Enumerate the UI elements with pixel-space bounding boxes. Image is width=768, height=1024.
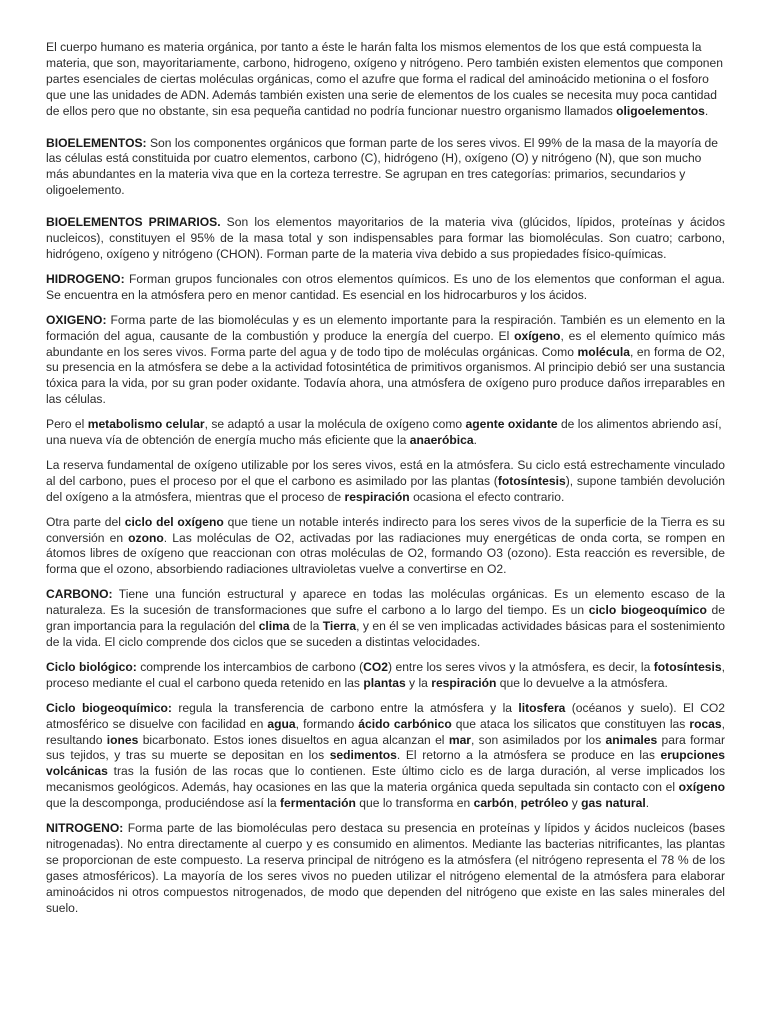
bold-term: Tierra bbox=[322, 619, 357, 634]
text-run: Tiene una función estructural y aparece en todas las moléculas orgánicas. Es un elemento escaso de la naturaleza. Es la sucesión de transformaciones que sufre el carbono a lo largo del tiempo. Es un bbox=[46, 587, 725, 618]
bold-term: Ciclo biológico: bbox=[46, 659, 137, 674]
bold-term: carbón bbox=[473, 796, 514, 811]
bold-term: mar bbox=[448, 732, 471, 747]
paragraph bbox=[46, 515, 725, 579]
bold-term: rocas bbox=[689, 716, 722, 731]
bold-term: erupciones volcánicas bbox=[46, 748, 725, 779]
bold-term: petróleo bbox=[520, 796, 569, 811]
paragraph bbox=[46, 417, 725, 449]
text-run: de la bbox=[289, 619, 323, 634]
bold-term: oxígeno bbox=[514, 328, 561, 343]
paragraph bbox=[46, 136, 725, 200]
text-run: . bbox=[645, 796, 650, 811]
text-run: regula la transferencia de carbono entre la atmósfera y la bbox=[171, 700, 519, 715]
text-run: Forma parte de las biomoléculas y es un elemento importante para la respiración. También es un elemento en la formación del agua, causante de la combustión y produce la energía del cuerpo. El bbox=[46, 312, 725, 343]
text-run: Son los elementos mayoritarios de la materia viva (glúcidos, lípidos, proteínas y ácidos nucleicos), constituyen el 95% de la masa total y son indispensables para formar las biomoléculas. Son cuatro; carbono, hidrógeno, oxígeno y nitrógeno (CHON). Forman parte de la materia viva debido a sus propiedades físico-químicas. bbox=[46, 215, 725, 261]
bold-term: agente oxidante bbox=[465, 417, 558, 432]
text-run: , bbox=[513, 796, 521, 811]
text-run: Son los componentes orgánicos que forman parte de los seres vivos. El 99% de la masa de la mayoría de las células está constituida por cuatro elementos, carbono (C), hidrógeno (H), oxígeno (O) y nitrógeno (N), que son mucho más abundantes en la materia viva que en la corteza terrestre. Se agrupan en tres categorías: primarios, secundarios y oligoelemento. bbox=[46, 135, 718, 198]
text-run: (océanos y suelo). El CO2 atmosférico se disuelve con facilidad en bbox=[46, 700, 725, 731]
text-run: , proceso mediante el cual el carbono queda retenido en las bbox=[46, 659, 725, 690]
bold-term: BIOELEMENTOS: bbox=[46, 135, 147, 150]
text-run: ), supone también devolución del oxígeno a la atmósfera, mientras que el proceso de bbox=[46, 473, 725, 504]
text-run: Pero el bbox=[46, 417, 88, 432]
bold-term: litosfera bbox=[518, 700, 566, 715]
bold-term: plantas bbox=[363, 675, 406, 690]
text-run: bicarbonato. Estos iones disueltos en agua alcanzan el bbox=[138, 732, 449, 747]
text-run: . bbox=[704, 103, 709, 118]
text-run: Forman grupos funcionales con otros elementos químicos. Es uno de los elementos que conforman el agua. Se encuentra en la atmósfera pero en menor cantidad. Es esencial en los hidrocarburos y los ácidos. bbox=[46, 271, 725, 302]
bold-term: respiración bbox=[431, 675, 497, 690]
text-run: , son asimilados por los bbox=[471, 732, 606, 747]
paragraph bbox=[46, 701, 725, 812]
text-run: que lo transforma en bbox=[355, 796, 474, 811]
bold-term: HIDROGENO: bbox=[46, 271, 125, 286]
bold-term: gas natural bbox=[581, 796, 646, 811]
text-run: . bbox=[473, 433, 477, 448]
text-run: para formar sus tejidos, y tras su muerte se depositan en los bbox=[46, 732, 726, 763]
paragraph bbox=[46, 272, 725, 304]
bold-term: iones bbox=[106, 732, 139, 747]
bold-term: CO2 bbox=[363, 659, 389, 674]
text-run: . El retorno a la atmósfera se produce en las bbox=[396, 748, 661, 763]
text-run: y bbox=[568, 796, 582, 811]
bold-term: sedimentos bbox=[329, 748, 397, 763]
bold-term: agua bbox=[267, 716, 296, 731]
text-run: ocasiona el efecto contrario. bbox=[409, 489, 565, 504]
bold-term: NITROGENO: bbox=[46, 821, 124, 836]
text-run: , es el elemento químico más abundante en los seres vivos. Forma parte del agua y de todo tipo de moléculas orgánicas. Como bbox=[46, 328, 726, 359]
text-run: de los alimentos abriendo así, una nueva vía de obtención de energía mucho más eficiente que la bbox=[46, 417, 722, 448]
bold-term: ciclo biogeoquímico bbox=[588, 603, 707, 618]
text-run: y la bbox=[405, 675, 432, 690]
paragraph bbox=[46, 660, 725, 692]
paragraph bbox=[46, 587, 725, 651]
paragraph bbox=[46, 458, 725, 506]
text-run: que lo devuelve a la atmósfera. bbox=[496, 675, 668, 690]
text-run: ) entre los seres vivos y la atmósfera, es decir, la bbox=[388, 659, 654, 674]
bold-term: oligoelementos bbox=[616, 103, 705, 118]
bold-term: Ciclo biogeoquímico: bbox=[46, 700, 172, 715]
text-run: que la descomponga, produciéndose así la bbox=[46, 796, 280, 811]
text-run: que ataca los silicatos que constituyen las bbox=[451, 716, 690, 731]
text-run: La reserva fundamental de oxígeno utilizable por los seres vivos, está en la atmósfera. Su ciclo está estrechamente vinculado al del carbono, pues el proceso por el que el carbono es asimilado por las plantas ( bbox=[46, 457, 725, 488]
bold-term: BIOELEMENTOS PRIMARIOS. bbox=[46, 215, 221, 230]
bold-term: fermentación bbox=[279, 796, 356, 811]
bold-term: metabolismo celular bbox=[87, 417, 205, 432]
bold-term: oxígeno bbox=[678, 780, 725, 795]
text-run: , y en él se ven implicadas actividades básicas para el sostenimiento de la vida. El ciclo comprende dos ciclos que se suceden a distintas velocidades. bbox=[46, 619, 725, 649]
bold-term: anaeróbica bbox=[409, 433, 474, 448]
text-run: , en forma de O2, su presencia en la atmósfera se debe a la actividad fotosintética de primitivos organismos. Al principio debió ser una sustancia tóxica para la vida, por su gran poder oxidante. Todavía ahora, una atmósfera de oxígeno puro produce daños irreparables en las células. bbox=[46, 344, 725, 407]
bold-term: ácido carbónico bbox=[358, 716, 452, 731]
text-run: El cuerpo humano es materia orgánica, por tanto a éste le harán falta los mismos elementos de los que está compuesta la materia, que son, mayoritariamente, carbono, hidrogeno, oxígeno y nitrógeno. Pero también existen elementos que componen partes esenciales de ciertas moléculas orgánicas, como el azufre que forma el radical del aminoácido metionina o el fosforo que une las unidades de ADN. Además también existen una serie de elementos de los cuales se necesita muy poca cantidad de ellos pero que no obstante, sin esa pequeña cantidad no podría funcionar nuestro organismo llamados bbox=[46, 40, 723, 118]
bold-term: respiración bbox=[344, 489, 410, 504]
text-run: comprende los intercambios de carbono ( bbox=[136, 659, 364, 674]
paragraph bbox=[46, 821, 725, 916]
bold-term: OXIGENO: bbox=[46, 312, 107, 327]
bold-term: clima bbox=[258, 619, 290, 634]
text-run: de gran importancia para la regulación del bbox=[46, 603, 726, 634]
text-run: . Las moléculas de O2, activadas por las radiaciones muy energéticas de onda corta, se rompen en átomos libres de oxígeno que reaccionan con otras moléculas de O2, formando O3 (ozono). Esta reacción es reversible, de forma que el ozono, absorbiendo radiaciones ultravioletas vuelve a convertirse en O2. bbox=[46, 530, 725, 577]
bold-term: ozono bbox=[128, 530, 164, 545]
text-run: , resultando bbox=[46, 716, 726, 747]
text-run: tras la fusión de las rocas que lo contienen. Este último ciclo es de larga duración, al verse implicados los mecanismos geológicos. Además, hay ocasiones en las que la materia orgánica queda sepultada sin contacto con el bbox=[46, 764, 725, 795]
bold-term: CARBONO: bbox=[46, 587, 113, 602]
bold-term: fotosíntesis bbox=[653, 659, 722, 674]
paragraph bbox=[46, 40, 725, 120]
text-run: , se adaptó a usar la molécula de oxígeno como bbox=[204, 417, 466, 432]
text-run: Otra parte del bbox=[46, 514, 125, 529]
text-run: , formando bbox=[295, 716, 359, 731]
text-run: Forma parte de las biomoléculas pero destaca su presencia en proteínas y lípidos y ácidos nucleicos (bases nitrogenadas). No entra directamente al cuerpo y es consumido en alimentos. Mediante las bacterias nitrificantes, las plantas se proporcionan de este compuesto. La reserva principal de nitrógeno es la atmósfera (el nitrógeno representa el 78 % de los gases atmosféricos). La mayoría de los seres vivos no pueden utilizar el nitrógeno elemental de la atmósfera para elaborar aminoácidos ni otros compuestos nitrogenados, de modo que dependen del nitrógeno que existe en las sales minerales del suelo. bbox=[46, 821, 725, 915]
bold-term: ciclo del oxígeno bbox=[124, 514, 224, 529]
paragraph bbox=[46, 313, 725, 408]
bold-term: fotosíntesis bbox=[497, 473, 566, 488]
bold-term: molécula bbox=[577, 344, 630, 359]
bold-term: animales bbox=[605, 732, 658, 747]
paragraph bbox=[46, 215, 725, 263]
text-run: que tiene un notable interés indirecto para los seres vivos de la superficie de la Tierra es su conversión en bbox=[46, 514, 725, 545]
